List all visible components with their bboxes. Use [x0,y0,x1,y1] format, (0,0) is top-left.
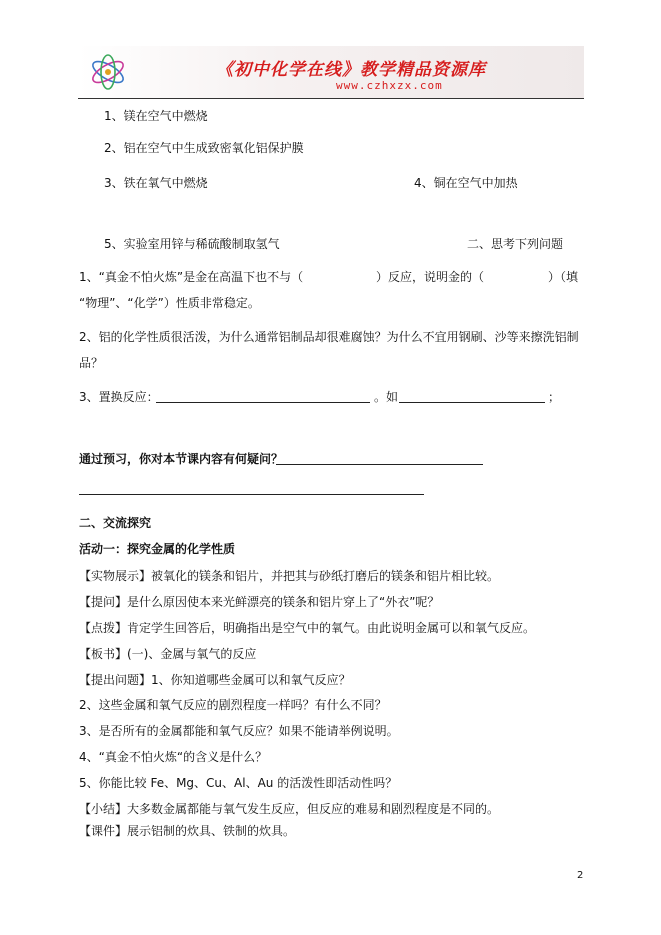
answer-blank[interactable] [399,402,545,403]
question-2-text: 2、铝的化学性质很活泼，为什么通常铝制品却很难腐蚀？为什么不宜用钢刷、沙等来擦洗铝制 [79,330,579,344]
equation-item: 4、铜在空气中加热 [414,176,518,190]
question-3-text: ； [548,390,561,404]
equation-item: 1、镁在空气中燃烧 [104,109,208,123]
question-3-text: 3、置换反应： [79,390,159,404]
preview-question: 通过预习，你对本节课内容有何疑问？ [79,452,284,466]
header-divider [78,98,584,99]
equation-item: 3、铁在氧气中燃烧 [104,176,208,190]
answer-blank[interactable] [156,402,370,403]
equation-item: 5、实验室用锌与稀硫酸制取氢气 [104,237,280,251]
paragraph: 3、是否所有的金属都能和氧气反应？如果不能请举例说明。 [79,724,399,738]
atom-logo-icon [88,52,128,92]
paragraph: 【提问】是什么原因使本来光鲜漂亮的镁条和铝片穿上了“外衣”呢？ [79,595,440,609]
activity-heading: 活动一：探究金属的化学性质 [79,542,236,556]
paragraph: 【实物展示】被氧化的镁条和铝片，并把其与砂纸打磨后的镁条和铝片相比较。 [79,569,500,583]
section-heading: 二、交流探究 [79,516,152,530]
banner-url: www.czhxzx.com [336,79,443,92]
paragraph: 5、你能比较 Fe、Mg、Cu、Al、Au 的活泼性即活动性吗？ [79,776,398,790]
paragraph: 2、这些金属和氧气反应的剧烈程度一样吗？有什么不同？ [79,698,387,712]
question-1-text: 1、“真金不怕火炼”是金在高温下也不与（ [79,270,304,284]
question-3-text: 。如 [374,390,399,404]
paragraph: 【课件】展示铝制的炊具、铁制的炊具。 [79,824,296,838]
header-banner [78,46,584,98]
paragraph: 【点拨】肯定学生回答后，明确指出是空气中的氧气。由此说明金属可以和氧气反应。 [79,621,536,635]
banner-title: 《初中化学在线》教学精品资源库 [216,60,486,80]
page-number: 2 [577,870,584,881]
question-1-text: ）反应，说明金的（ [376,270,485,284]
paragraph: 【板书】(一)、金属与氧气的反应 [79,647,257,661]
paragraph: 【小结】大多数金属都能与氧气发生反应，但反应的难易和剧烈程度是不同的。 [79,802,500,816]
answer-blank[interactable] [79,494,424,495]
question-1-text: “物理”、“化学”）性质非常稳定。 [79,296,260,310]
question-2-text: 品？ [79,356,104,370]
answer-blank[interactable] [276,464,483,465]
paragraph: 4、“真金不怕火炼“的含义是什么？ [79,750,268,764]
paragraph: 【提出问题】1、你知道哪些金属可以和氧气反应？ [79,673,351,687]
equation-item: 2、铝在空气中生成致密氧化铝保护膜 [104,141,304,155]
question-1-text: ）（填 [548,270,579,284]
section-heading: 二、思考下列问题 [467,237,564,251]
